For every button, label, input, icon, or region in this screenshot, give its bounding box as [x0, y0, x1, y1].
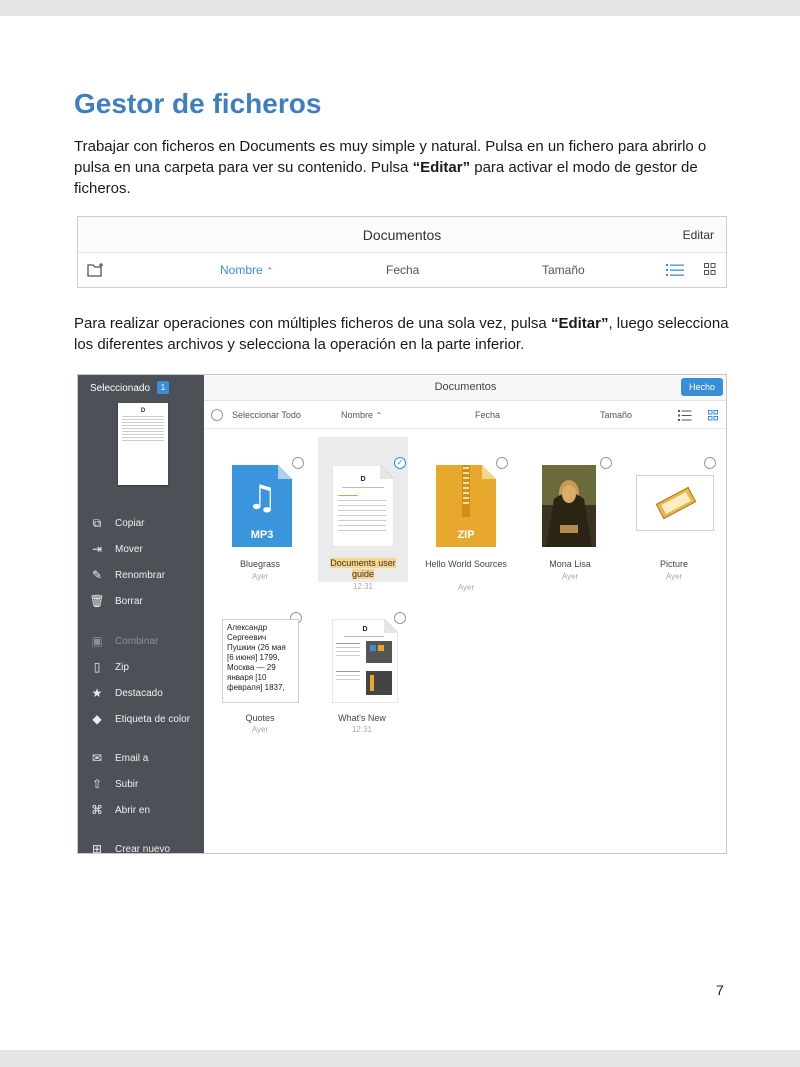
action-mover[interactable]	[88, 542, 143, 556]
action-crear-nuevo[interactable]	[88, 842, 170, 854]
svg-text:D: D	[362, 626, 368, 633]
action-email-a[interactable]	[88, 751, 148, 765]
action-renombrar[interactable]	[88, 568, 165, 582]
upload-icon: ⇧	[91, 777, 103, 791]
file-name-wrap	[325, 558, 401, 580]
select-all-label[interactable]: Seleccionar Todo	[232, 410, 301, 420]
action-copiar[interactable]	[88, 516, 144, 531]
sort-bar	[78, 253, 726, 288]
browser-nav-bar	[204, 375, 727, 401]
action-label: Renombrar	[115, 569, 166, 581]
multi-bold: “Editar”	[550, 315, 609, 332]
file-tile-quotes[interactable]	[216, 597, 304, 737]
action-zip[interactable]	[88, 660, 129, 674]
open-in-icon: ⌘	[91, 803, 103, 817]
file-selected-check[interactable]: ✓	[394, 457, 406, 469]
action-borrar[interactable]	[88, 594, 143, 608]
file-name: What's New	[338, 713, 386, 723]
multi-select-paragraph	[74, 313, 734, 355]
chevron-up-icon: ⌃	[375, 411, 383, 420]
action-subir[interactable]	[88, 777, 138, 791]
browser-sort-name-label: Nombre	[341, 410, 374, 420]
action-etiqueta-de-color[interactable]	[88, 712, 190, 726]
mp3-file-icon	[232, 465, 292, 547]
select-all-radio[interactable]	[211, 409, 223, 421]
action-label: Etiqueta de color	[115, 713, 191, 725]
action-label: Crear nuevo	[115, 843, 171, 854]
intro-text: Trabajar con ficheros en Documents es muy simple y natural. Pulsa en un fichero para abrirlo o pulsa en una carpeta para ver su contenido. Pulsa	[74, 138, 707, 176]
star-icon: ★	[91, 686, 103, 700]
action-label: Abrir en	[115, 804, 151, 816]
selection-sidebar	[78, 375, 204, 853]
document-file-icon	[332, 619, 398, 703]
intro-paragraph	[74, 136, 734, 199]
file-date: 12:31	[352, 582, 374, 591]
chevron-up-icon: ⌃	[266, 266, 274, 276]
create-new-icon: ⊞	[91, 842, 103, 854]
file-date: Ayer	[457, 583, 475, 592]
list-view-icon[interactable]	[678, 410, 692, 421]
file-select-radio[interactable]	[292, 457, 304, 469]
action-label: Email a	[115, 752, 149, 764]
image-thumbnail-icon	[636, 475, 714, 531]
trash-icon: 🗑	[89, 594, 105, 608]
merge-icon: ▣	[91, 634, 103, 648]
file-select-radio[interactable]	[496, 457, 508, 469]
multi-text: Para realizar operaciones con múltiples ficheros de una sola vez, pulsa	[74, 315, 551, 332]
file-date: Ayer	[251, 725, 269, 734]
file-tile-mona-lisa[interactable]	[526, 437, 614, 587]
sort-date[interactable]: Fecha	[386, 263, 420, 277]
file-name: Bluegrass	[239, 559, 281, 569]
file-select-radio[interactable]	[600, 457, 612, 469]
action-destacado[interactable]	[88, 686, 163, 700]
file-date: 12:31	[351, 725, 373, 734]
file-tile-picture[interactable]	[628, 437, 720, 587]
file-tile-user-guide[interactable]	[318, 437, 408, 591]
intro-bold: “Editar”	[412, 159, 471, 176]
text-file-preview: Александр Сергеевич Пушкин (26 мая [6 июня] 1799, Москва — 29 января [10 февраля] 1837,	[222, 619, 299, 703]
svg-text:D: D	[360, 476, 366, 483]
svg-text:ZIP: ZIP	[457, 529, 475, 541]
sort-size[interactable]: Tamaño	[542, 263, 585, 277]
file-tile-bluegrass[interactable]	[216, 437, 304, 587]
action-label: Combinar	[115, 635, 159, 647]
navigation-bar	[78, 217, 726, 253]
browser-sort-name[interactable]	[341, 410, 382, 420]
list-view-icon[interactable]	[666, 264, 684, 277]
browser-sort-date[interactable]: Fecha	[475, 410, 501, 420]
file-name: Picture	[659, 559, 688, 569]
browser-sort-bar	[204, 401, 727, 429]
action-label: Subir	[115, 778, 139, 790]
file-name: Mona Lisa	[549, 559, 591, 569]
sort-name[interactable]	[220, 263, 274, 277]
tag-icon: ◆	[92, 712, 102, 726]
svg-text:MP3: MP3	[250, 529, 274, 541]
action-label: Mover	[115, 543, 143, 555]
file-name: Documents user guide	[330, 558, 396, 579]
action-abrir-en[interactable]	[88, 803, 150, 817]
rename-icon: ✎	[91, 568, 103, 582]
image-thumbnail-icon	[542, 465, 596, 547]
page-title: Gestor de ficheros	[74, 88, 322, 119]
edit-button[interactable]: Editar	[682, 228, 714, 242]
new-folder-icon[interactable]	[87, 262, 105, 277]
action-label: Copiar	[115, 518, 145, 529]
intro-text-end: para activar el modo de gestor de ficheros.	[74, 159, 698, 197]
document-file-icon	[332, 465, 394, 547]
zip-icon: ▯	[93, 660, 101, 674]
action-label: Destacado	[115, 687, 163, 699]
selected-count-badge: 1	[157, 381, 169, 394]
multi-text-end: , luego selecciona los diferentes archivos y selecciona la operación en la parte inferior.	[74, 315, 729, 353]
sort-name-label: Nombre	[220, 263, 263, 277]
move-icon: ⇥	[91, 542, 103, 556]
file-select-radio[interactable]	[704, 457, 716, 469]
selected-file-thumbnail: D	[118, 403, 168, 485]
zip-file-icon	[436, 465, 496, 547]
file-date: Ayer	[665, 572, 683, 581]
file-browser	[204, 375, 727, 853]
grid-view-icon[interactable]	[704, 263, 716, 276]
grid-view-icon[interactable]	[708, 410, 718, 421]
email-icon: ✉	[91, 751, 103, 765]
done-button[interactable]: Hecho	[681, 378, 723, 396]
svg-text:♫: ♫	[246, 478, 278, 518]
action-combinar[interactable]	[88, 634, 158, 648]
nav-title: Documentos	[362, 227, 442, 243]
edit-mode-screenshot	[77, 374, 727, 854]
file-name: Hello World Sources	[425, 559, 507, 569]
action-label: Borrar	[115, 595, 143, 607]
selected-label: Seleccionado	[90, 383, 151, 394]
copy-icon: ⧉	[92, 516, 102, 530]
file-tile-hello-world[interactable]	[422, 437, 510, 592]
file-name: Quotes	[245, 713, 275, 723]
browser-title: Documentos	[434, 381, 497, 393]
file-date: Ayer	[251, 572, 269, 581]
file-tile-whats-new[interactable]	[318, 597, 406, 737]
browser-sort-size[interactable]: Tamaño	[600, 410, 633, 420]
page	[0, 16, 800, 1050]
action-label: Zip	[115, 661, 129, 673]
page-number: 7	[716, 982, 724, 998]
toolbar-screenshot	[77, 216, 727, 288]
file-date: Ayer	[561, 572, 579, 581]
